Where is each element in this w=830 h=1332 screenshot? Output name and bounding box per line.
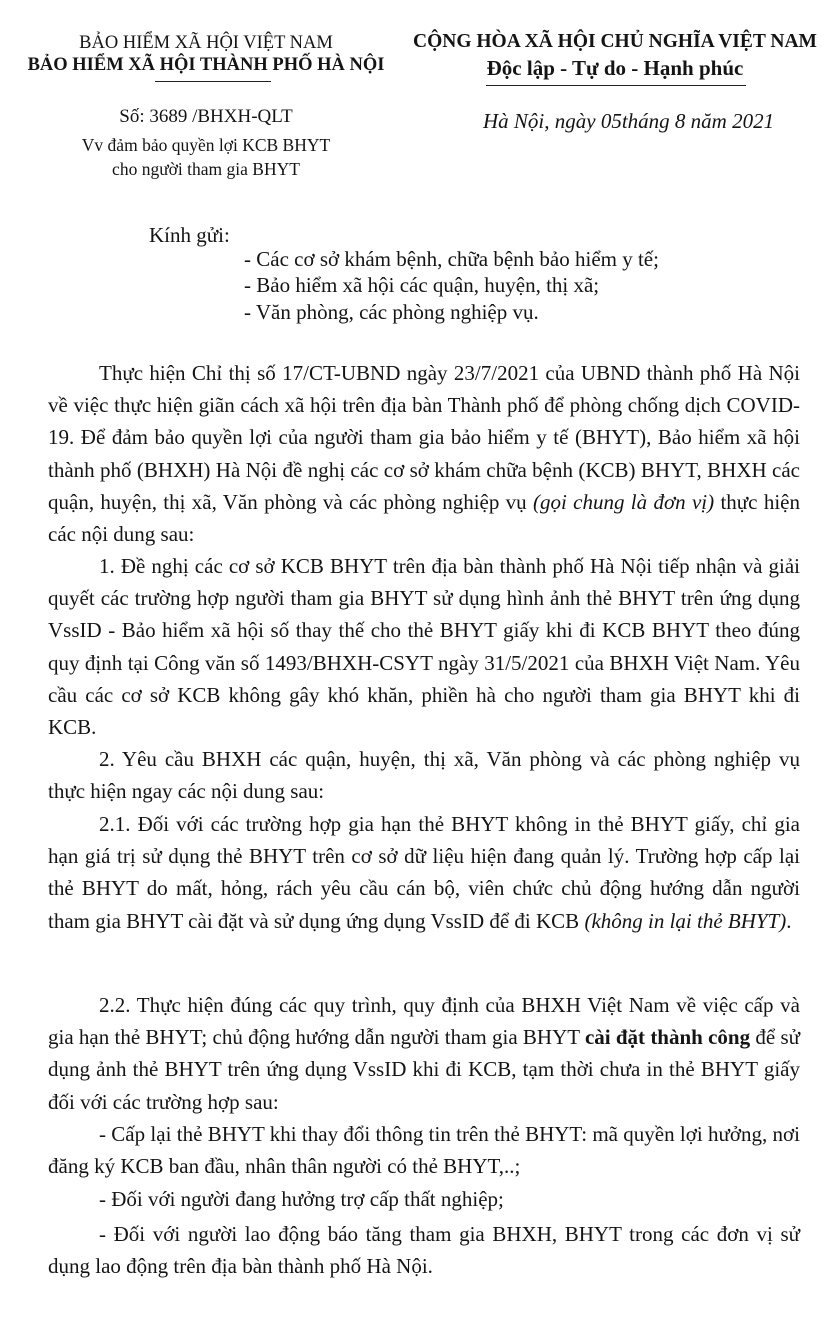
agency-parent: BẢO HIỂM XÃ HỘI VIỆT NAM <box>79 33 333 53</box>
bullet-item-3: - Đối với người lao động báo tăng tham gia BHXH, BHYT trong các đơn vị sử dụng lao động trên địa bàn thành phố Hà Nội. <box>48 1222 800 1279</box>
bullet-item-2: - Đối với người đang hưởng trợ cấp thất nghiệp; <box>99 1187 504 1211</box>
bullet-item-1: - Cấp lại thẻ BHYT khi thay đổi thông tin trên thẻ BHYT: mã quyền lợi hưởng, nơi đăng ký KCB ban đầu, nhân thân người có thẻ BHYT,..; <box>48 1122 800 1179</box>
paragraph-2-2: 2.2. Thực hiện đúng các quy trình, quy định của BHXH Việt Nam về việc cấp và gia hạn thẻ BHYT; chủ động hướng dẫn người tham gia BHYT cài đặt thành công để sử dụng ảnh thẻ BHYT trên ứng dụng VssID khi đi KCB, tạm thời chưa in thẻ BHYT giấy đối với các trường hợp sau: <box>48 993 801 1114</box>
paragraph-2-2-bold: cài đặt thành công <box>584 1025 751 1050</box>
nation-title: CỘNG HÒA XÃ HỘI CHỦ NGHĨA VIỆT NAM <box>413 31 817 52</box>
paragraph-2: 2. Yêu cầu BHXH các quận, huyện, thị xã, Văn phòng và các phòng nghiệp vụ thực hiện ngay các nội dung sau: <box>48 747 800 804</box>
subject-line-1: Vv đảm bảo quyền lợi KCB BHYT <box>81 135 331 155</box>
subject-line-2: cho người tham gia BHYT <box>112 159 300 179</box>
recipient-item: - Bảo hiểm xã hội các quận, huyện, thị xã; <box>244 273 600 297</box>
paragraph-2-1: 2.1. Đối với các trường hợp gia hạn thẻ BHYT không in thẻ BHYT giấy, chỉ gia hạn giá trị sử dụng thẻ BHYT trên cơ sở dữ liệu hiện đang quản lý. Trường hợp cấp lại thẻ BHYT do mất, hỏng, rách yêu cầu cán bộ, viên chức chủ động hướng dẫn người tham gia BHYT cài đặt và sử dụng ứng dụng VssID để đi KCB (không in lại thẻ BHYT). <box>48 812 800 933</box>
agency-underline <box>155 81 271 82</box>
recipient-item: - Văn phòng, các phòng nghiệp vụ. <box>244 300 539 324</box>
motto-underline <box>486 85 746 86</box>
issue-date: Hà Nội, ngày 05tháng 8 năm 2021 <box>483 109 775 133</box>
doc-number: Số: 3689 /BHXH-QLT <box>119 106 293 127</box>
agency-name: BẢO HIỂM XÃ HỘI THÀNH PHỐ HÀ NỘI <box>27 55 385 75</box>
intro-paragraph: Thực hiện Chỉ thị số 17/CT-UBND ngày 23/7/2021 của UBND thành phố Hà Nội về việc thực hiện giãn cách xã hội trên địa bàn Thành phố để phòng chống dịch COVID-19. Để đảm bảo quyền lợi của người tham gia bảo hiểm y tế (BHYT), Bảo hiểm xã hội thành phố (BHXH) Hà Nội đề nghị các cơ sở khám chữa bệnh (KCB) BHYT, BHXH các quận, huyện, thị xã, Văn phòng và các phòng nghiệp vụ (gọi chung là đơn vị) thực hiện các nội dung sau: <box>48 361 800 547</box>
recipients-title: Kính gửi: <box>149 223 230 247</box>
nation-motto: Độc lập - Tự do - Hạnh phúc <box>486 56 744 80</box>
recipient-item: - Các cơ sở khám bệnh, chữa bệnh bảo hiểm y tế; <box>244 247 659 271</box>
paragraph-1: 1. Đề nghị các cơ sở KCB BHYT trên địa bàn thành phố Hà Nội tiếp nhận và giải quyết các trường hợp người tham gia BHYT sử dụng hình ảnh thẻ BHYT trên ứng dụng VssID - Bảo hiểm xã hội số thay thế cho thẻ BHYT giấy khi đi KCB BHYT theo đúng quy định tại Công văn số 1493/BHXH-CSYT ngày 31/5/2021 của BHXH Việt Nam. Yêu cầu các cơ sở KCB không gây khó khăn, phiền hà cho người tham gia BHYT khi đi KCB. <box>48 554 800 740</box>
paragraph-2-1-italic: (không in lại thẻ BHYT) <box>584 908 787 933</box>
intro-italic: (gọi chung là đơn vị) <box>533 489 715 514</box>
